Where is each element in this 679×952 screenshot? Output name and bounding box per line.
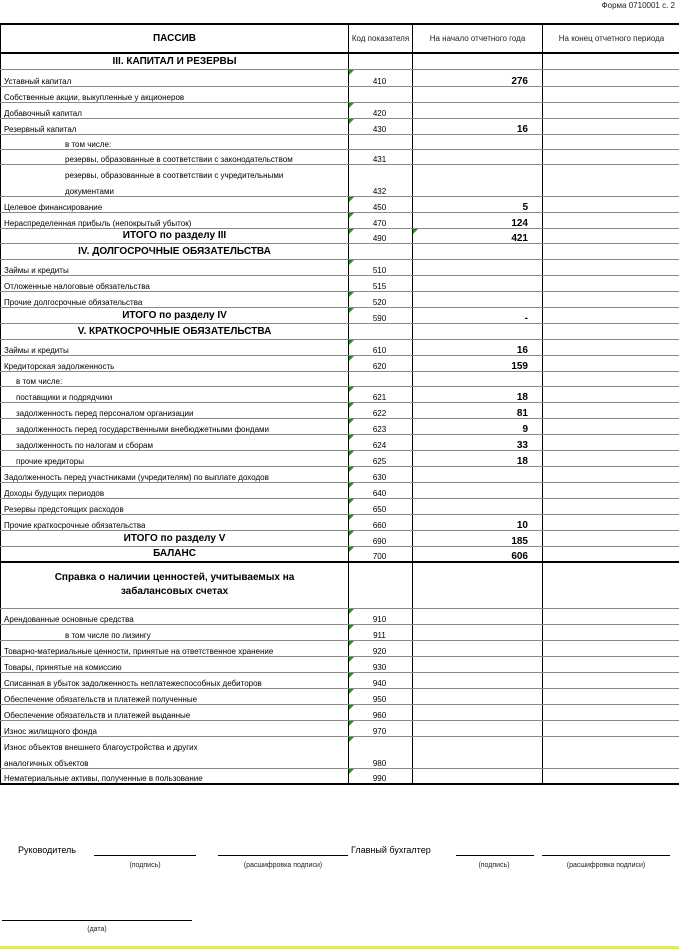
row-label-line2: аналогичных объектов — [4, 758, 89, 768]
row-label: Добавочный капитал — [1, 102, 349, 118]
row-start-value: 276 — [413, 69, 543, 86]
header-passiv: ПАССИВ — [1, 24, 349, 53]
row-start-value: 33 — [413, 434, 543, 450]
total-row — [1, 546, 679, 562]
table-row — [1, 259, 679, 275]
row-label: ИТОГО по разделу III — [1, 228, 349, 243]
table-row — [1, 275, 679, 291]
table-row — [1, 624, 679, 640]
row-code: 930 — [349, 656, 413, 672]
row-label: задолженность перед персоналом организации — [1, 402, 349, 418]
row-code: 515 — [349, 275, 413, 291]
row-label: Кредиторская задолженность — [1, 355, 349, 371]
row-start-value: 16 — [413, 118, 543, 134]
row-label: Задолженность перед участниками (учредителям) по выплате доходов — [1, 466, 349, 482]
total-row — [1, 228, 679, 243]
row-code: 960 — [349, 704, 413, 720]
table-row — [1, 164, 679, 196]
row-code: 700 — [349, 546, 413, 562]
table-row — [1, 656, 679, 672]
row-code: 430 — [349, 118, 413, 134]
table-row — [1, 640, 679, 656]
row-code: 950 — [349, 688, 413, 704]
row-start-value: 159 — [413, 355, 543, 371]
section-title: III. КАПИТАЛ И РЕЗЕРВЫ — [1, 53, 349, 69]
table-row — [1, 69, 679, 86]
row-code: 640 — [349, 482, 413, 498]
row-label: Резервы предстоящих расходов — [1, 498, 349, 514]
accountant-decode-line[interactable] — [542, 855, 670, 856]
row-label — [1, 164, 349, 196]
head-decode-line[interactable] — [218, 855, 348, 856]
table-row — [1, 291, 679, 307]
row-start-value: 5 — [413, 196, 543, 212]
date-caption: (дата) — [87, 926, 107, 933]
row-label: Арендованные основные средства — [1, 608, 349, 624]
row-code: 690 — [349, 530, 413, 546]
table-row — [1, 514, 679, 530]
row-label: Прочие краткосрочные обязательства — [1, 514, 349, 530]
row-code: 622 — [349, 402, 413, 418]
row-code: 911 — [349, 624, 413, 640]
row-label-line1: Износ объектов внешнего благоустройства и других — [4, 742, 198, 752]
row-start-value: 10 — [413, 514, 543, 530]
row-label: Нематериальные активы, полученные в пользование — [1, 768, 349, 784]
row-label: Займы и кредиты — [1, 339, 349, 355]
table-row — [1, 196, 679, 212]
row-label: Списанная в убыток задолженность неплатежеспособных дебиторов — [1, 672, 349, 688]
row-code: 410 — [349, 69, 413, 86]
row-code: 490 — [349, 228, 413, 243]
row-start-value: 606 — [413, 546, 543, 562]
table-row — [1, 768, 679, 784]
row-code: 623 — [349, 418, 413, 434]
row-code: 624 — [349, 434, 413, 450]
table-row — [1, 134, 679, 149]
table-row — [1, 212, 679, 228]
row-code: 625 — [349, 450, 413, 466]
table-row — [1, 86, 679, 102]
row-start-value: 185 — [413, 530, 543, 546]
accountant-signature-caption: (подпись) — [478, 862, 510, 869]
form-code: Форма 0710001 с. 2 — [601, 1, 675, 10]
section-header — [1, 323, 679, 339]
row-label: Целевое финансирование — [1, 196, 349, 212]
table-row — [1, 466, 679, 482]
row-code: 970 — [349, 720, 413, 736]
row-code: 432 — [349, 164, 413, 196]
chief-accountant-label: Главный бухгалтер — [351, 845, 431, 855]
row-code: 990 — [349, 768, 413, 784]
reference-header — [1, 562, 679, 608]
table-row — [1, 704, 679, 720]
table-row — [1, 418, 679, 434]
row-code: 470 — [349, 212, 413, 228]
row-code: 910 — [349, 608, 413, 624]
row-label-line1: резервы, образованные в соответствии с учредительными — [65, 170, 284, 180]
table-header-row — [1, 24, 679, 53]
row-code: 940 — [349, 672, 413, 688]
row-code: 590 — [349, 307, 413, 323]
signature-area — [0, 840, 679, 952]
row-label: БАЛАНС — [1, 546, 349, 562]
row-start-value: 18 — [413, 386, 543, 402]
reference-title: Справка о наличии ценностей, учитываемых на забалансовых счетах — [1, 562, 349, 608]
row-label: Прочие долгосрочные обязательства — [1, 291, 349, 307]
row-label: Товары, принятые на комиссию — [1, 656, 349, 672]
row-code: 660 — [349, 514, 413, 530]
head-signature-line[interactable] — [94, 855, 196, 856]
row-end-value — [543, 69, 679, 86]
row-label-line2: документами — [65, 186, 114, 196]
table-row — [1, 386, 679, 402]
row-code: 620 — [349, 355, 413, 371]
section-title: V. КРАТКОСРОЧНЫЕ ОБЯЗАТЕЛЬСТВА — [1, 323, 349, 339]
row-label: Износ жилищного фонда — [1, 720, 349, 736]
row-label: задолженность по налогам и сборам — [1, 434, 349, 450]
section-header — [1, 53, 679, 69]
header-start: На начало отчетного года — [413, 24, 543, 53]
row-code: 920 — [349, 640, 413, 656]
row-label: прочие кредиторы — [1, 450, 349, 466]
section-title: IV. ДОЛГОСРОЧНЫЕ ОБЯЗАТЕЛЬСТВА — [1, 243, 349, 259]
row-code: 520 — [349, 291, 413, 307]
row-label: задолженность перед государственными внебюджетными фондами — [1, 418, 349, 434]
row-label: Резервный капитал — [1, 118, 349, 134]
row-start-value: 16 — [413, 339, 543, 355]
table-row — [1, 482, 679, 498]
table-row — [1, 149, 679, 164]
row-label: ИТОГО по разделу IV — [1, 307, 349, 323]
table-row — [1, 434, 679, 450]
table-row — [1, 102, 679, 118]
row-label: в том числе по лизингу — [1, 624, 349, 640]
row-start-value: 124 — [413, 212, 543, 228]
section-header — [1, 243, 679, 259]
table-row — [1, 736, 679, 768]
row-label: Займы и кредиты — [1, 259, 349, 275]
row-start-value: 18 — [413, 450, 543, 466]
row-start-value: 81 — [413, 402, 543, 418]
row-code: 630 — [349, 466, 413, 482]
table-row — [1, 672, 679, 688]
head-decode-caption: (расшифровка подписи) — [243, 862, 323, 869]
row-start-value: - — [413, 307, 543, 323]
total-row — [1, 530, 679, 546]
row-code: 420 — [349, 102, 413, 118]
row-label: резервы, образованные в соответствии с законодательством — [1, 149, 349, 164]
row-label: Обеспечение обязательств и платежей полученные — [1, 688, 349, 704]
accountant-decode-caption: (расшифровка подписи) — [566, 862, 646, 869]
head-signature-caption: (подпись) — [129, 862, 161, 869]
table-row — [1, 118, 679, 134]
row-label: в том числе: — [1, 134, 349, 149]
row-label: Собственные акции, выкупленные у акционеров — [1, 86, 349, 102]
row-code: 980 — [349, 736, 413, 768]
row-label: ИТОГО по разделу V — [1, 530, 349, 546]
table-row — [1, 355, 679, 371]
table-row — [1, 402, 679, 418]
row-code: 621 — [349, 386, 413, 402]
row-start-value: 421 — [413, 228, 543, 243]
row-code: 510 — [349, 259, 413, 275]
table-row — [1, 498, 679, 514]
header-code: Код показателя — [349, 24, 413, 53]
row-start-value: 9 — [413, 418, 543, 434]
row-label: Доходы будущих периодов — [1, 482, 349, 498]
date-line[interactable] — [2, 920, 192, 921]
row-label: в том числе: — [1, 371, 349, 386]
table-row — [1, 339, 679, 355]
table-row — [1, 371, 679, 386]
head-label: Руководитель — [18, 845, 76, 855]
row-code: 650 — [349, 498, 413, 514]
accountant-signature-line[interactable] — [456, 855, 534, 856]
row-label: Товарно-материальные ценности, принятые на ответственное хранение — [1, 640, 349, 656]
row-label: Обеспечение обязательств и платежей выданные — [1, 704, 349, 720]
table-row — [1, 720, 679, 736]
row-code: 431 — [349, 149, 413, 164]
table-row — [1, 608, 679, 624]
row-label: Отложенные налоговые обязательства — [1, 275, 349, 291]
row-code: 450 — [349, 196, 413, 212]
table-row — [1, 450, 679, 466]
page-bottom-strip — [0, 946, 679, 949]
row-label: поставщики и подрядчики — [1, 386, 349, 402]
table-row — [1, 688, 679, 704]
row-label — [1, 736, 349, 768]
header-end: На конец отчетного периода — [543, 24, 679, 53]
row-label: Уставный капитал — [1, 69, 349, 86]
row-label: Нераспределенная прибыль (непокрытый убыток) — [1, 212, 349, 228]
row-code: 610 — [349, 339, 413, 355]
balance-table — [0, 23, 679, 785]
total-row — [1, 307, 679, 323]
